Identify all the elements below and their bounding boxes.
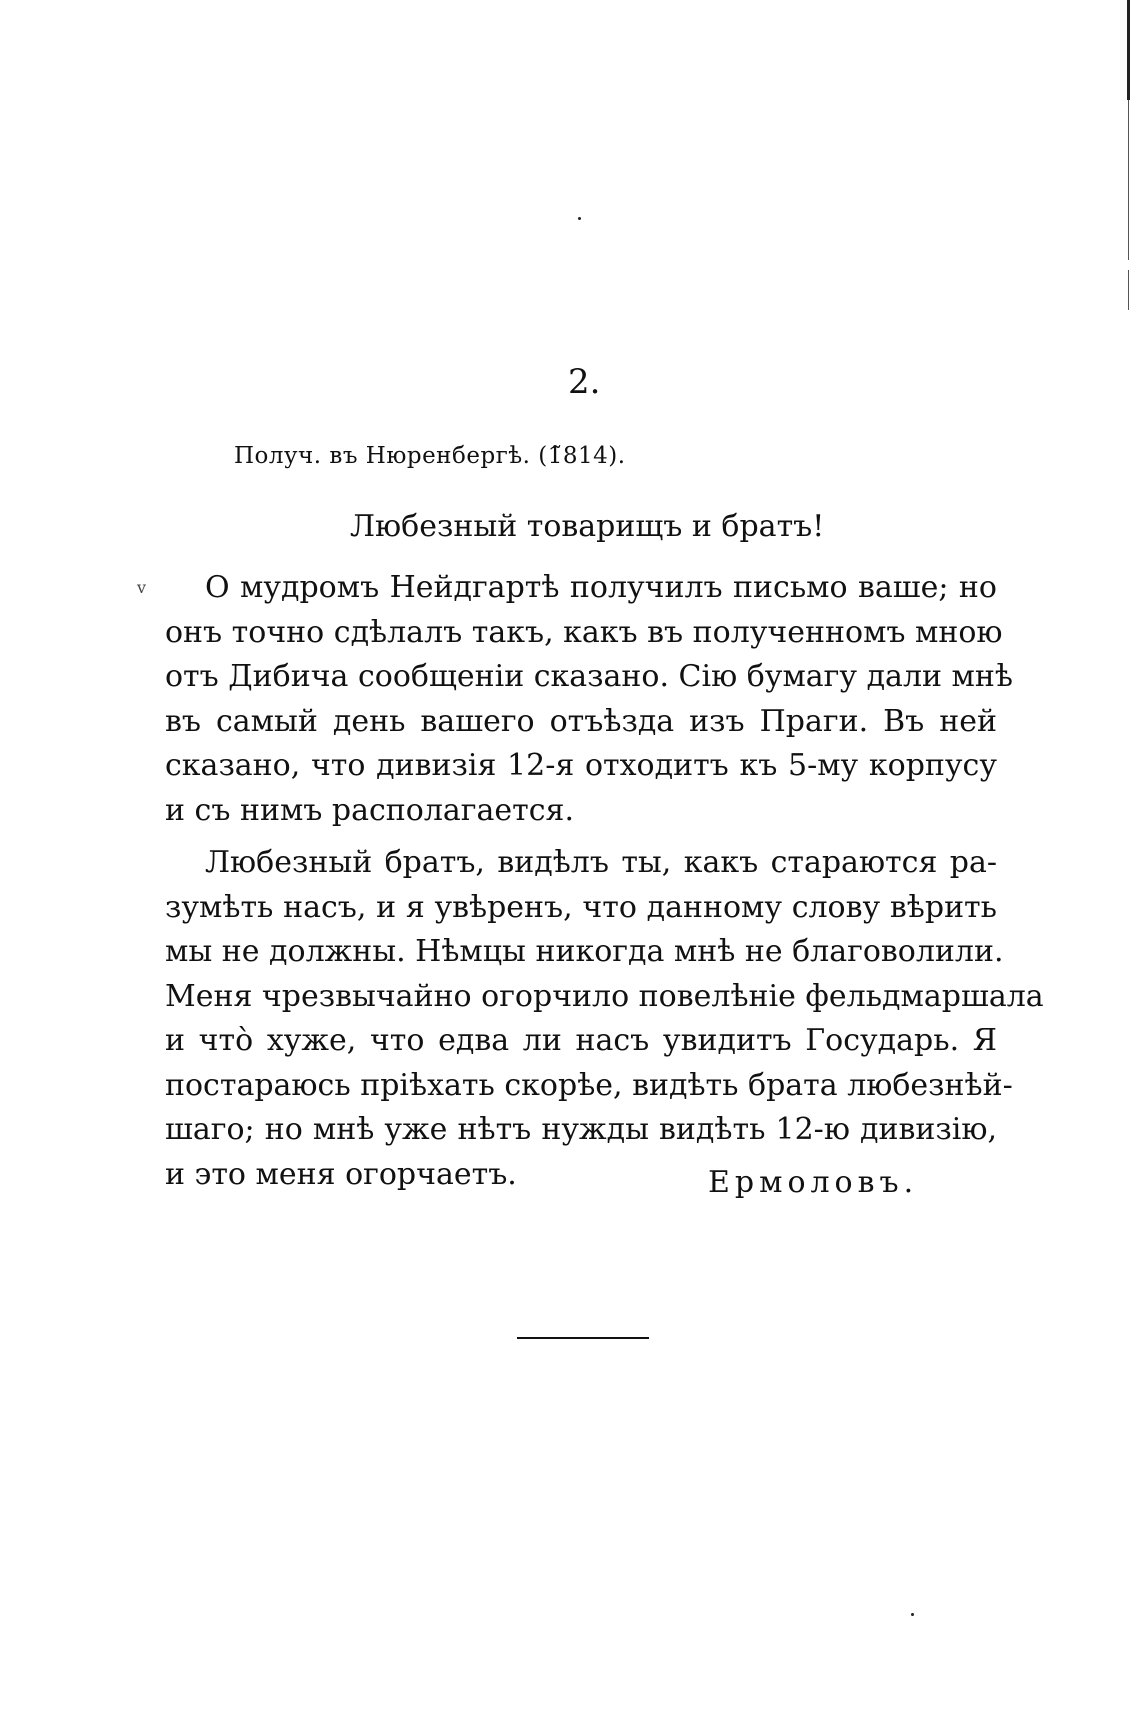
text-line: шаго; но мнѣ уже нѣтъ нужды видѣть 12-ю дивизію, [165,1112,997,1147]
page-edge-line [1128,100,1129,260]
text-line: сказано, что дивизія 12-я отходитъ къ 5-му корпусу [165,748,997,783]
letter-signature: Ермоловъ. [708,1165,919,1200]
text-line: Любезный братъ, видѣлъ ты, какъ стараются ра- [205,845,997,880]
section-separator-rule [517,1337,649,1339]
scan-speck [911,1613,914,1616]
text-line: и это меня огорчаетъ. [165,1156,517,1192]
page-edge-line [1128,270,1129,310]
page-number: 2. [568,362,601,402]
text-line: Меня чрезвычайно огорчило повелѣніе фельдмаршала [165,978,1044,1014]
text-line: зумѣть насъ, и я увѣренъ, что данному слову вѣрить [165,889,997,925]
text-line: и что̀ хуже, что едва ли насъ увидитъ Государь. Я [165,1023,997,1058]
text-line: и съ нимъ располагается. [165,792,575,828]
text-line: О мудромъ Нейдгартѣ получилъ письмо ваше; но [205,570,997,605]
text-line: онъ точно сдѣлалъ такъ, какъ въ полученномъ мною [165,614,1003,650]
text-line: постараюсь пріѣхать скорѣе, видѣть брата любезнѣй- [165,1067,1013,1103]
text-line: мы не должны. Нѣмцы никогда мнѣ не благоволили. [165,934,1004,969]
letter-salutation: Любезный товарищъ и братъ! [350,509,825,544]
scan-speck [578,217,581,220]
letter-paragraph-1 [165,566,1013,833]
page-edge-line [1127,0,1130,100]
letter-paragraph-2 [165,841,1044,1197]
received-note: Получ. въ Нюренбергѣ. (1̃814). [234,443,626,469]
margin-check-mark: v [137,578,147,597]
text-line: въ самый день вашего отъѣзда изъ Праги. Въ ней [165,703,997,739]
text-line: отъ Дибича сообщеніи сказано. Сію бумагу дали мнѣ [165,659,1013,694]
